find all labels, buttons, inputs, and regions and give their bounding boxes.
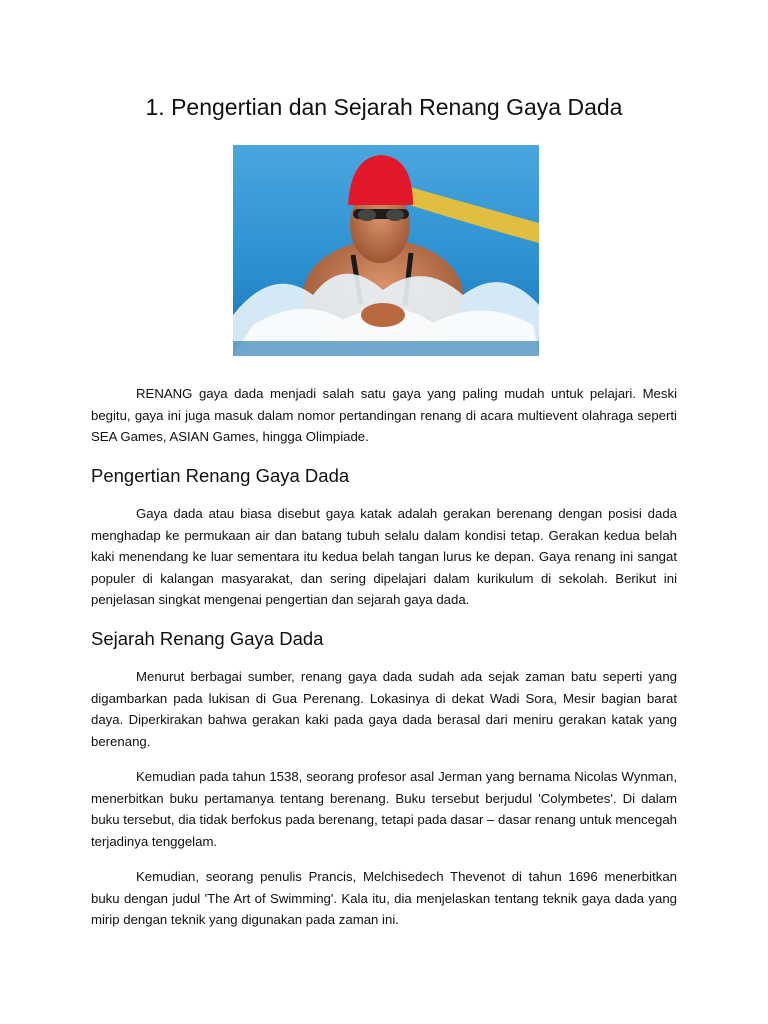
intro-paragraph: RENANG gaya dada menjadi salah satu gaya yang paling mudah untuk pelajari. Meski begitu, gaya ini juga masuk dalam nomor pertandingan renang di acara multievent olahraga seperti SEA Games, ASIAN Games, hingga Olimpiade. — [91, 386, 677, 445]
page-title: 1. Pengertian dan Sejarah Renang Gaya Dada — [145, 94, 623, 120]
swimmer-photo — [233, 145, 539, 356]
pengertian-paragraph: Gaya dada atau biasa disebut gaya katak adalah gerakan berenang dengan posisi dada menghadap ke permukaan air dan batang tubuh selalu dalam kondisi tetap. Gerakan kedua belah kaki menendang ke luar sementara itu kedua belah tangan lurus ke depan. Gaya renang ini sangat populer di kalangan masyarakat, dan sering dipelajari dalam kurikulum di sekolah. Berikut ini penjelasan singkat mengenai pengertian dan sejarah gaya dada. — [91, 506, 677, 608]
section-heading-pengertian: Pengertian Renang Gaya Dada — [91, 465, 350, 486]
section-heading-sejarah: Sejarah Renang Gaya Dada — [91, 628, 324, 649]
sejarah-paragraph-3: Kemudian, seorang penulis Prancis, Melchisedech Thevenot di tahun 1696 menerbitkan buku dengan judul 'The Art of Swimming'. Kala itu, dia menjelaskan tentang teknik gaya dada yang mirip dengan teknik yang digunakan pada zaman ini. — [91, 869, 677, 928]
sejarah-paragraph-1: Menurut berbagai sumber, renang gaya dada sudah ada sejak zaman batu seperti yang digambarkan pada lukisan di Gua Perenang. Lokasinya di dekat Wadi Sora, Mesir bagian barat daya. Diperkirakan bahwa gerakan kaki pada gaya dada berasal dari meniru gerakan katak yang berenang. — [91, 669, 677, 749]
sejarah-paragraph-2: Kemudian pada tahun 1538, seorang profesor asal Jerman yang bernama Nicolas Wynman, menerbitkan buku pertamanya tentang berenang. Buku tersebut berjudul 'Colymbetes'. Di dalam buku tersebut, dia tidak berfokus pada berenang, tetapi pada dasar – dasar renang untuk mencegah terjadinya tenggelam. — [91, 769, 677, 849]
